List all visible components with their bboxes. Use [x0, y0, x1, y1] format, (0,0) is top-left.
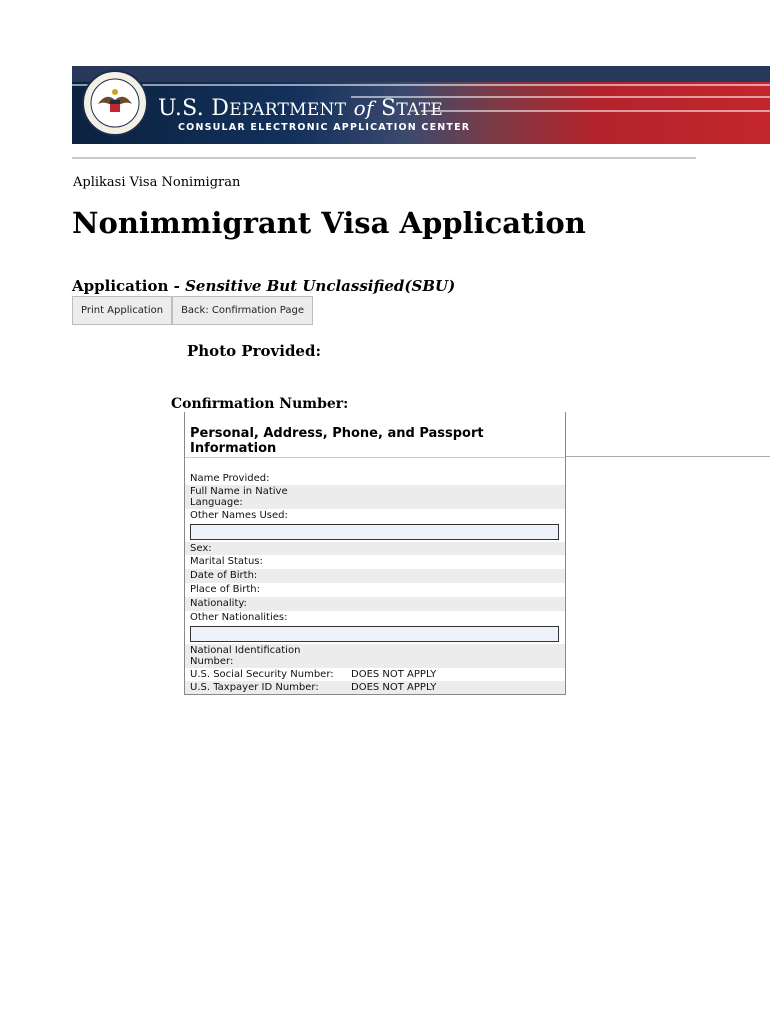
row-label: U.S. Taxpayer ID Number: — [190, 682, 319, 693]
table-row — [185, 644, 565, 668]
row-value: DOES NOT APPLY — [351, 682, 437, 693]
row-label: Other Nationalities: — [190, 612, 288, 623]
banner-stripe — [421, 110, 770, 112]
action-toolbar — [72, 296, 313, 325]
print-application-button[interactable]: Print Application — [72, 296, 172, 325]
section-rule — [566, 456, 770, 457]
department-name: U.S. DEPARTMENT of STATE — [158, 96, 444, 121]
banner-top-band — [72, 66, 770, 82]
row-label: National Identification Number: — [190, 645, 301, 667]
table-row — [185, 611, 565, 625]
panel-title: Personal, Address, Phone, and Passport Information — [190, 426, 484, 456]
sbu-label: Sensitive But Unclassified(SBU) — [185, 277, 456, 295]
page-title: Nonimmigrant Visa Application — [72, 206, 586, 240]
state-department-seal-icon — [82, 70, 148, 136]
table-row — [185, 681, 565, 694]
row-label: Sex: — [190, 543, 212, 554]
banner-stripe — [72, 84, 770, 86]
table-row — [185, 668, 565, 681]
row-label: Marital Status: — [190, 556, 263, 567]
row-label: Nationality: — [190, 598, 247, 609]
personal-info-panel — [184, 412, 566, 695]
page-subtitle: Aplikasi Visa Nonimigran — [73, 175, 241, 190]
other-names-field — [190, 524, 559, 540]
row-value: DOES NOT APPLY — [351, 669, 437, 680]
header-divider — [72, 157, 696, 159]
department-subtitle: CONSULAR ELECTRONIC APPLICATION CENTER — [178, 122, 471, 133]
table-row — [185, 555, 565, 569]
header-banner — [72, 66, 770, 144]
back-confirmation-button[interactable]: Back: Confirmation Page — [172, 296, 313, 325]
row-label: U.S. Social Security Number: — [190, 669, 334, 680]
table-row — [185, 472, 565, 485]
table-row — [185, 485, 565, 509]
application-prefix: Application - — [72, 277, 186, 295]
panel-separator — [185, 457, 565, 458]
row-label: Date of Birth: — [190, 570, 258, 581]
table-row — [185, 583, 565, 597]
row-label: Full Name in Native Language: — [190, 486, 288, 508]
row-label: Name Provided: — [190, 473, 270, 484]
application-heading — [72, 277, 455, 295]
table-row — [185, 509, 565, 522]
confirmation-number-label: Confirmation Number: — [171, 396, 349, 412]
row-label: Other Names Used: — [190, 510, 288, 521]
table-row — [185, 597, 565, 611]
table-row — [185, 569, 565, 583]
row-label: Place of Birth: — [190, 584, 260, 595]
table-row — [185, 542, 565, 555]
other-nationalities-field — [190, 626, 559, 642]
photo-provided-label: Photo Provided: — [187, 342, 322, 360]
